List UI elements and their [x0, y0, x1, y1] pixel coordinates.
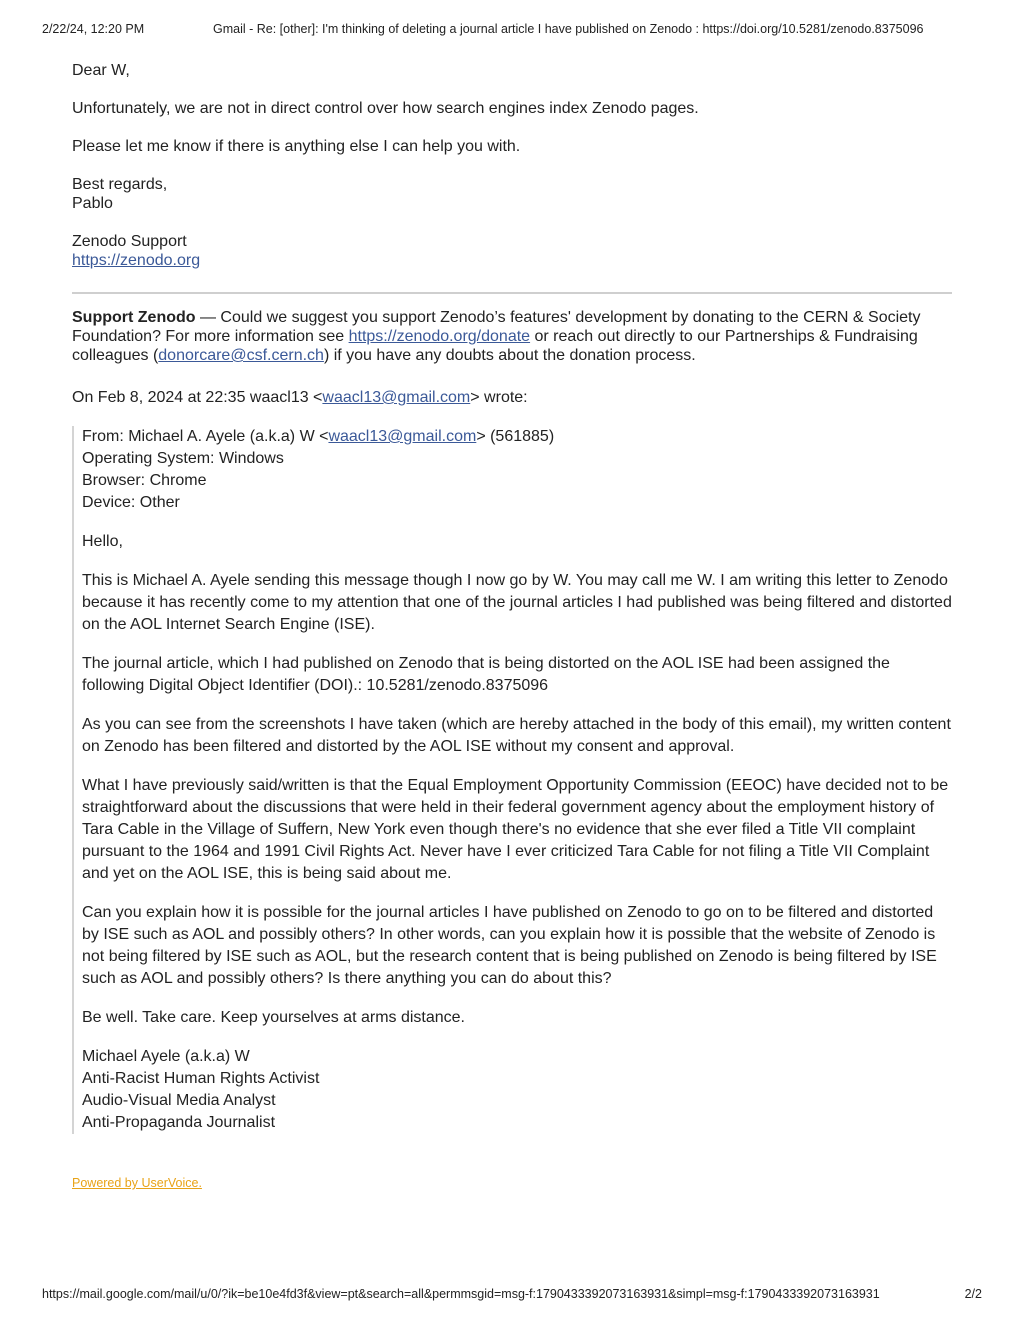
donorcare-email-link[interactable]: donorcare@csf.cern.ch	[158, 347, 324, 364]
quoted-paragraph: Be well. Take care. Keep yourselves at arms distance.	[82, 1009, 465, 1026]
quoted-paragraph: As you can see from the screenshots I have taken (which are hereby attached in the body of this email), my written content on Zenodo has been filtered and distorted by the AOL ISE without my consent and approval.	[82, 716, 951, 755]
sender-email-link[interactable]: waacl13@gmail.com	[322, 389, 471, 406]
quoted-email-link[interactable]: waacl13@gmail.com	[328, 428, 477, 445]
separator	[72, 292, 952, 294]
reply-paragraph: Unfortunately, we are not in direct control over how search engines index Zenodo pages.	[72, 100, 699, 117]
quoted-paragraph: This is Michael A. Ayele sending this message though I now go by W. You may call me W. I am writing this letter to Zenodo because it has recently come to my attention that one of the journal articles I had published was being filtered and distorted on the AOL Internet Search Engine (ISE).	[82, 572, 952, 633]
email-body	[72, 61, 952, 1193]
quoted-paragraph: The journal article, which I had published on Zenodo that is being distorted on the AOL ISE had been assigned the following Digital Object Identifier (DOI).: 10.5281/zenodo.8375096	[82, 655, 890, 694]
reply-paragraph: Please let me know if there is anything else I can help you with.	[72, 138, 521, 155]
greeting: Dear W,	[72, 62, 130, 79]
print-url: https://mail.google.com/mail/u/0/?ik=be10e4fd3f&view=pt&search=all&permmsgid=msg-f:1790433392073163931&simpl=msg-f:1790433392073163931	[42, 1287, 880, 1301]
print-datetime: 2/22/24, 12:20 PM	[42, 22, 145, 36]
signature-line: Anti-Propaganda Journalist	[82, 1114, 276, 1131]
signature-line: Michael Ayele (a.k.a) W	[82, 1048, 250, 1065]
quoted-from: From: Michael A. Ayele (a.k.a) W <waacl13@gmail.com> (561885)	[82, 428, 555, 445]
quoted-os: Operating System: Windows	[82, 450, 284, 467]
print-footer	[42, 1287, 982, 1305]
signature-line: Audio-Visual Media Analyst	[82, 1092, 276, 1109]
quoted-paragraph: Can you explain how it is possible for the journal articles I have published on Zenodo to go on to be filtered and distorted by ISE such as AOL and possibly others? In other words, can you explain how it is possible that the website of Zenodo is not being filtered by ISE such as AOL, but the research content that is being published on Zenodo is being filtered by ISE such as AOL and possibly others? Is there anything you can do about this?	[82, 904, 937, 987]
signature-line: Anti-Racist Human Rights Activist	[82, 1070, 320, 1087]
sender-name: Pablo	[72, 195, 113, 212]
print-title: Gmail - Re: [other]: I'm thinking of deleting a journal article I have published on Zenodo : https://doi.org/10.5281/zenodo.8375096	[213, 22, 924, 36]
quoted-paragraph: What I have previously said/written is that the Equal Employment Opportunity Commission (EEOC) have decided not to be straightforward about the discussions that were held in their federal government agency about the employment history of Tara Cable in the Village of Suffern, New York even though there's no evidence that she ever filed a Title VII complaint pursuant to the 1964 and 1991 Civil Rights Act. Never have I ever criticized Tara Cable for not filing a Title VII Complaint and yet on the AOL ISE, this is being said about me.	[82, 777, 949, 882]
closing: Best regards,	[72, 176, 168, 193]
donate-link[interactable]: https://zenodo.org/donate	[348, 328, 531, 345]
quoted-hello: Hello,	[82, 533, 123, 550]
zenodo-link[interactable]: https://zenodo.org	[72, 252, 201, 269]
quoted-device: Device: Other	[82, 494, 180, 511]
uservoice-link[interactable]: Powered by UserVoice.	[72, 1176, 202, 1190]
powered-by	[72, 1174, 952, 1193]
support-zenodo-note: Support Zenodo — Could we suggest you support Zenodo’s features' development by donating to the CERN & Society Foundation? For more information see https://zenodo.org/donate or reach out directly to our Partnerships & Fundraising colleagues (donorcare@csf.cern.ch) if you have any doubts about the donation process.	[72, 309, 921, 364]
quote-attribution: On Feb 8, 2024 at 22:35 waacl13 <waacl13@gmail.com> wrote:	[72, 389, 528, 406]
print-header	[42, 22, 982, 40]
quoted-message	[72, 426, 952, 1134]
team-name: Zenodo Support	[72, 233, 187, 250]
quoted-browser: Browser: Chrome	[82, 472, 207, 489]
page-number: 2/2	[964, 1287, 982, 1301]
support-heading: Support Zenodo	[72, 309, 196, 326]
